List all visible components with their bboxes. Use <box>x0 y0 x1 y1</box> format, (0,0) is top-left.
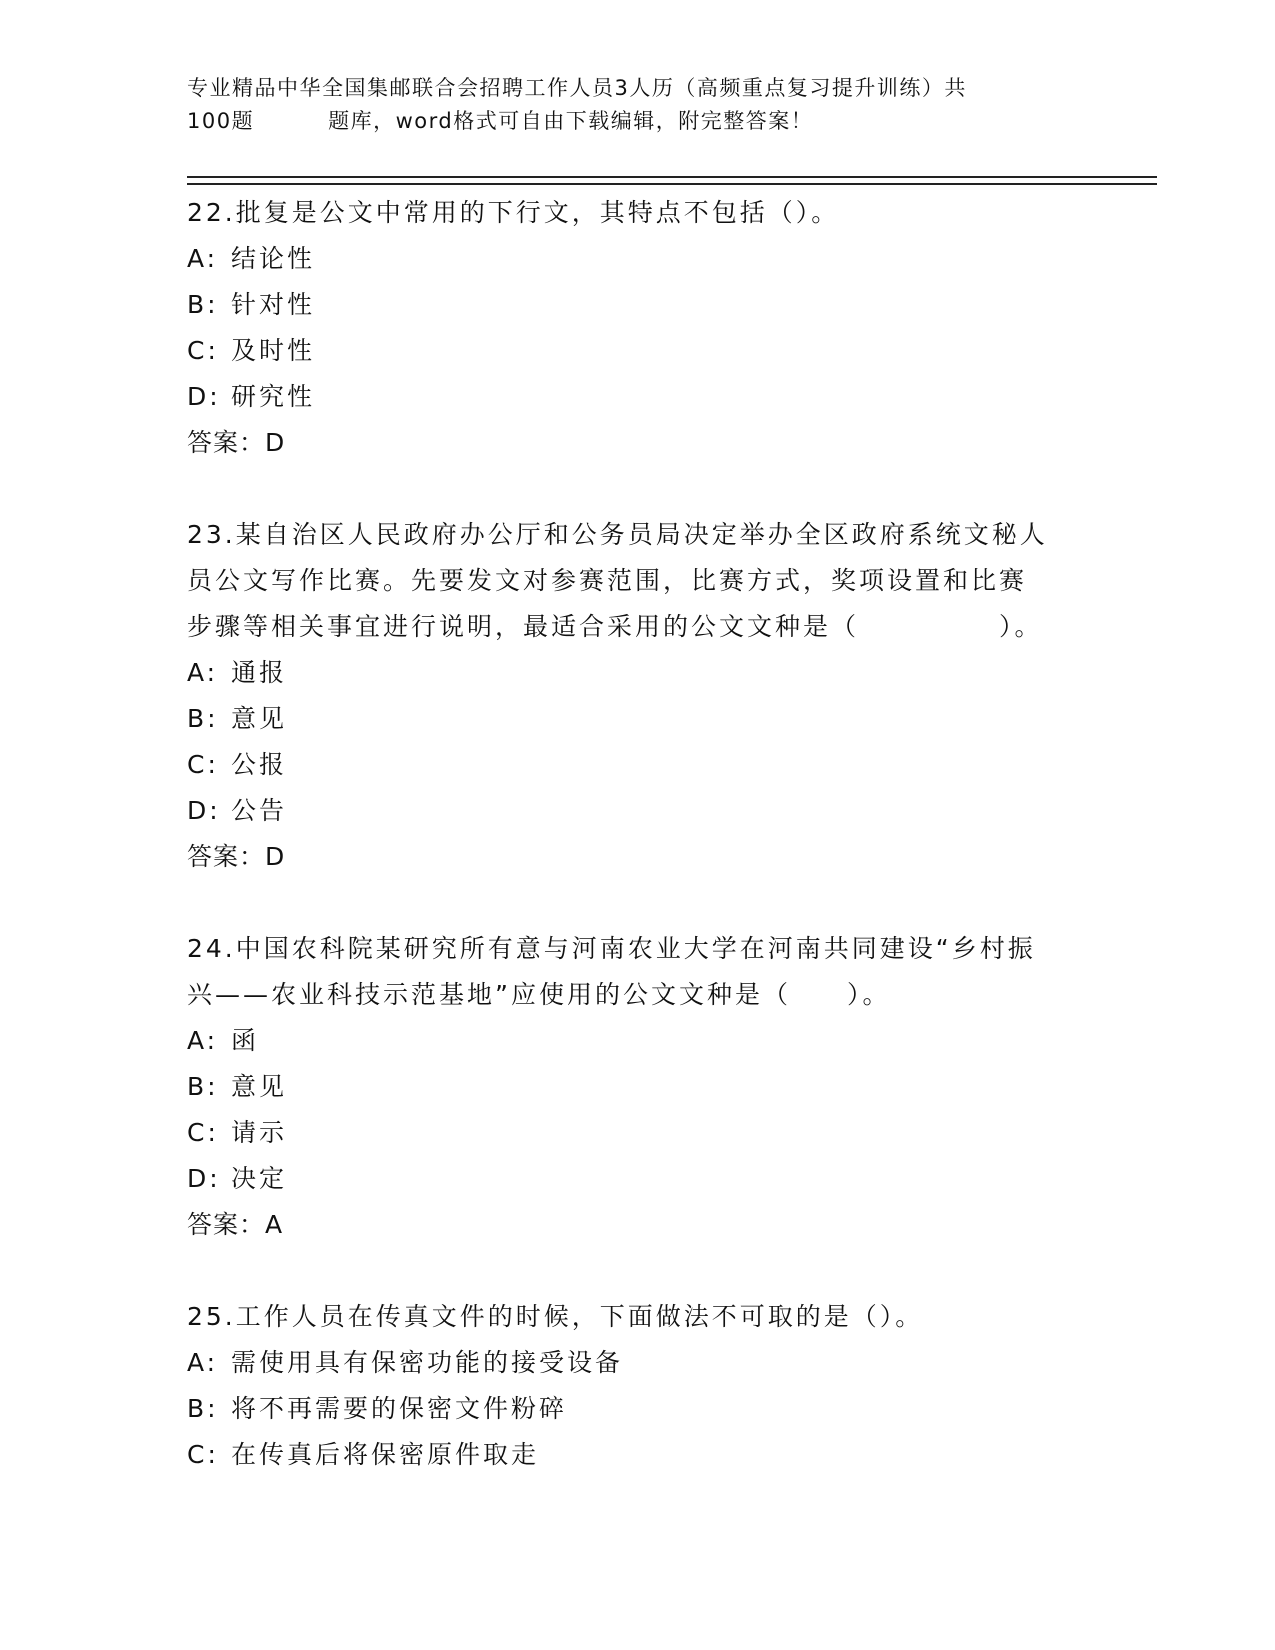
option-c <box>187 742 1087 788</box>
option-text: 请示 <box>231 1118 288 1147</box>
question-stem-line: 23.某自治区人民政府办公厅和公务员局决定举办全区政府系统文秘人 <box>187 520 1048 549</box>
option-a <box>187 650 1087 696</box>
option-text: 在传真后将保密原件取走 <box>231 1440 540 1469</box>
header-title-count: 100题 <box>187 109 255 133</box>
option-c <box>187 1110 1087 1156</box>
option-text: 及时性 <box>231 336 316 365</box>
question-stem-line: 兴——农业科技示范基地”应使用的公文文种是（ ）。 <box>187 980 891 1009</box>
answer-line: 答案：D <box>187 842 286 871</box>
option-text: 研究性 <box>231 382 316 411</box>
option-c <box>187 1432 1087 1478</box>
option-b <box>187 696 1087 742</box>
option-text: 针对性 <box>231 290 316 319</box>
option-c <box>187 328 1087 374</box>
option-text: 决定 <box>231 1164 288 1193</box>
option-text: 公告 <box>231 796 288 825</box>
question-list <box>187 190 1087 1478</box>
option-letter: D: <box>187 1164 221 1193</box>
header-divider-bottom <box>187 183 1157 185</box>
option-letter: D: <box>187 382 221 411</box>
document-header <box>187 72 1087 138</box>
answer-line: 答案：D <box>187 428 286 457</box>
question-stem <box>187 926 1087 1018</box>
header-title-subtitle: 题库，word格式可自由下载编辑，附完整答案！ <box>328 109 814 133</box>
question-stem-line: 22.批复是公文中常用的下行文，其特点不包括（）。 <box>187 198 840 227</box>
question-stem <box>187 190 1087 236</box>
option-a <box>187 236 1087 282</box>
question-stem <box>187 1294 1087 1340</box>
option-letter: A: <box>187 1026 219 1055</box>
option-text: 公报 <box>231 750 288 779</box>
option-letter: A: <box>187 1348 219 1377</box>
question-stem-line: 24.中国农科院某研究所有意与河南农业大学在河南共同建设“乡村振 <box>187 934 1036 963</box>
option-letter: B: <box>187 1394 219 1423</box>
option-text: 函 <box>231 1026 260 1055</box>
answer-line: 答案：A <box>187 1210 284 1239</box>
option-a <box>187 1018 1087 1064</box>
option-b <box>187 1064 1087 1110</box>
option-b <box>187 282 1087 328</box>
question-stem <box>187 512 1087 650</box>
question-stem-line: 步骤等相关事宜进行说明，最适合采用的公文文种是（ ）。 <box>187 612 1043 641</box>
question-22 <box>187 190 1087 466</box>
header-title-line-1: 专业精品中华全国集邮联合会招聘工作人员3人历（高频重点复习提升训练）共 <box>187 76 967 100</box>
question-stem-line: 25.工作人员在传真文件的时候，下面做法不可取的是（）。 <box>187 1302 924 1331</box>
option-letter: A: <box>187 658 219 687</box>
option-d <box>187 788 1087 834</box>
option-letter: B: <box>187 290 219 319</box>
option-letter: D: <box>187 796 221 825</box>
header-title-line-2 <box>187 105 1087 138</box>
option-text: 意见 <box>231 704 288 733</box>
option-letter: C: <box>187 750 219 779</box>
option-d <box>187 374 1087 420</box>
option-d <box>187 1156 1087 1202</box>
option-text: 需使用具有保密功能的接受设备 <box>231 1348 624 1377</box>
question-stem-line: 员公文写作比赛。先要发文对参赛范围，比赛方式，奖项设置和比赛 <box>187 566 1028 595</box>
option-letter: A: <box>187 244 219 273</box>
option-a <box>187 1340 1087 1386</box>
option-letter: C: <box>187 336 219 365</box>
option-letter: B: <box>187 704 219 733</box>
option-letter: B: <box>187 1072 219 1101</box>
option-letter: C: <box>187 1118 219 1147</box>
option-text: 通报 <box>231 658 288 687</box>
option-text: 结论性 <box>231 244 316 273</box>
option-letter: C: <box>187 1440 219 1469</box>
option-text: 将不再需要的保密文件粉碎 <box>231 1394 568 1423</box>
question-24 <box>187 926 1087 1248</box>
header-divider-top <box>187 176 1157 178</box>
option-b <box>187 1386 1087 1432</box>
option-text: 意见 <box>231 1072 288 1101</box>
question-23 <box>187 512 1087 880</box>
question-25 <box>187 1294 1087 1478</box>
